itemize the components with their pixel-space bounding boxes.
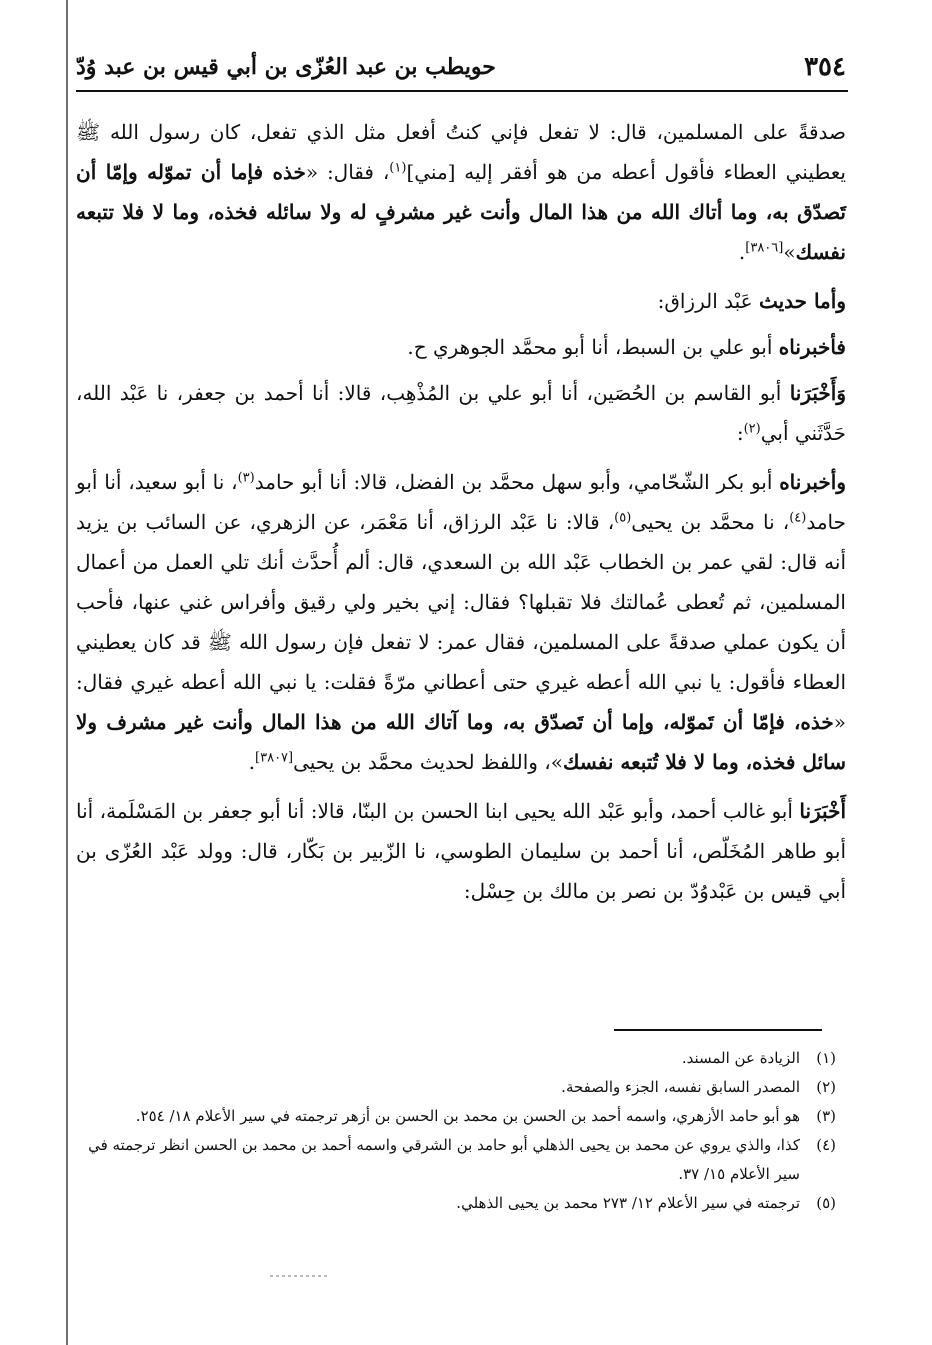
text-run: .	[738, 240, 746, 264]
footnote-number: (٣)	[816, 1107, 836, 1125]
hadith-number: [٣٨٠٧]	[255, 750, 294, 766]
footnote-ref: (٣)	[237, 470, 255, 486]
footnote-item	[76, 1189, 836, 1218]
lead-word: فأخبرناه	[778, 335, 846, 359]
hadith-text: خذه، فإمّا أن تَموّله، وإما أن تَصدّق به، وما آتاك الله من هذا المال وأنت غير مشرف ولا سائل فخذه، وما لا فلا تُتبعه نفسك	[76, 710, 846, 774]
text-run: .	[248, 750, 256, 774]
text-run: أبو بكر الشّحّامي، وأبو سهل محمَّد بن الفضل، قالا: أنا أبو حامد	[254, 470, 780, 494]
footnote-text: ترجمته في سير الأعلام ١٢/ ٢٧٣ محمد بن يحيى الذهلي.	[456, 1194, 800, 1212]
text-run: عَبْد الرزاق:	[657, 289, 759, 313]
paragraph-5	[76, 462, 846, 782]
text-run: »	[783, 240, 796, 264]
lead-word: وأخبرناه	[779, 470, 846, 494]
paragraph-6	[76, 791, 846, 911]
text-run: أبو القاسم بن الحُصَين، أنا أبو علي بن المُذْهِب، قالا: أنا أحمد بن جعفر، نا عَبْد الله، حَدَّثَني أبي	[76, 381, 846, 445]
header-rule	[76, 90, 848, 92]
footnotes	[76, 1044, 836, 1218]
footnote-ref: (٤)	[789, 510, 807, 526]
lead-word: وَأَخْبَرَنا	[789, 381, 846, 405]
footnote-ref: (١)	[389, 160, 407, 176]
footnote-number: (١)	[816, 1049, 836, 1067]
footnote-number: (٥)	[816, 1194, 836, 1212]
paragraph-1	[76, 112, 846, 272]
footnote-number: (٤)	[816, 1136, 836, 1154]
footnote-item	[76, 1073, 836, 1102]
footnote-item	[76, 1102, 836, 1131]
text-run: صدقةً على المسلمين، قال: لا تفعل فإني كنتُ أفعل مثل الذي تفعل، كان رسول الله ﷺ يعطيني العطاء فأقول أعطه من هو أفقر إليه [مني]	[76, 120, 847, 184]
text-run: :	[736, 421, 744, 445]
main-text	[76, 112, 846, 920]
page-margin-line	[66, 0, 68, 1345]
hadith-number: [٣٨٠٦]	[745, 240, 784, 256]
page-header	[76, 52, 846, 92]
text-run: أبو غالب أحمد، وأبو عَبْد الله يحيى ابنا الحسن بن البنّا، قالا: أنا أبو جعفر بن المَسْلَمة، أنا أبو طاهر المُخَلّص، أنا أحمد بن سليمان الطوسي، نا الزّبير بن بَكّار، قال: وولد عَبْد العُزّى بن أبي قيس بن عَبْدوُدّ بن نصر بن مالك بن حِسْل:	[76, 799, 846, 903]
footnote-text: هو أبو حامد الأزهري، واسمه أحمد بن الحسن بن محمد بن الحسن بن أزهر ترجمته في سير الأعلام ١٨/ ٢٥٤.	[135, 1107, 800, 1125]
lead-word: أَخْبَرَنا	[799, 799, 846, 823]
footnote-item	[76, 1131, 836, 1189]
text-run: ، فقال: «	[305, 160, 390, 184]
paragraph-3	[76, 327, 846, 367]
text-run: ، نا أبو سعيد، أنا أبو حامد	[76, 470, 846, 534]
text-run: أبو علي بن السبط، أنا أبو محمَّد الجوهري ح.	[407, 335, 779, 359]
footnote-text: الزيادة عن المسند.	[681, 1049, 800, 1067]
footnote-separator	[614, 1029, 822, 1031]
footnote-text: كذا، والذي يروي عن محمد بن يحيى الذهلي أبو حامد بن الشرقي واسمه أحمد بن محمد بن الحسن انظر ترجمته في سير الأعلام ١٥/ ٣٧.	[88, 1136, 800, 1183]
paragraph-2	[76, 281, 846, 321]
footnote-ref: (٥)	[614, 510, 632, 526]
running-title: حويطب بن عبد العُزّى بن أبي قيس بن عبد وُدّ	[76, 54, 496, 80]
footnote-item	[76, 1044, 836, 1073]
footnote-number: (٢)	[816, 1078, 836, 1096]
hadith-text: خذه فإما أن تموّله وإمّا أن تَصدّق به، وما أتاك الله من هذا المال وأنت غير مشرفٍ له ولا سائله فخذه، وما لا فلا تتبعه نفسك	[76, 160, 846, 264]
paragraph-4	[76, 373, 846, 453]
lead-word: وأما حديث	[758, 289, 846, 313]
footnote-ref: (٢)	[743, 421, 761, 437]
text-run: ، نا محمَّد بن يحيى	[631, 510, 790, 534]
page-number: ٣٥٤	[804, 52, 846, 82]
text-run: ، قالا: نا عَبْد الرزاق، أنا مَعْمَر، عن الزهري، عن السائب بن يزيد أنه قال: لقي عمر بن الخطاب عَبْد الله بن السعدي، قال: ألم أُحدَّث أنك تلي العمل من أعمال المسلمين، ثم تُعطى عُمالتك فلا تقبلها؟ فقال: إني بخير ولي رقيق وأفراس غني عنها، فأحب أن يكون عملي صدقةً على المسلمين، فقال عمر: لا تفعل فإن رسول الله ﷺ قد كان يعطيني العطاء فأقول: يا نبي الله أعطه غيري حتى أعطاني مرّةً فقلت: يا نبي الله أعطه غيري فقال: «	[76, 510, 846, 734]
footnote-text: المصدر السابق نفسه، الجزء والصفحة.	[561, 1078, 800, 1096]
text-run: »، واللفظ لحديث محمَّد بن يحيى	[293, 750, 563, 774]
scan-smudge	[270, 1275, 330, 1277]
